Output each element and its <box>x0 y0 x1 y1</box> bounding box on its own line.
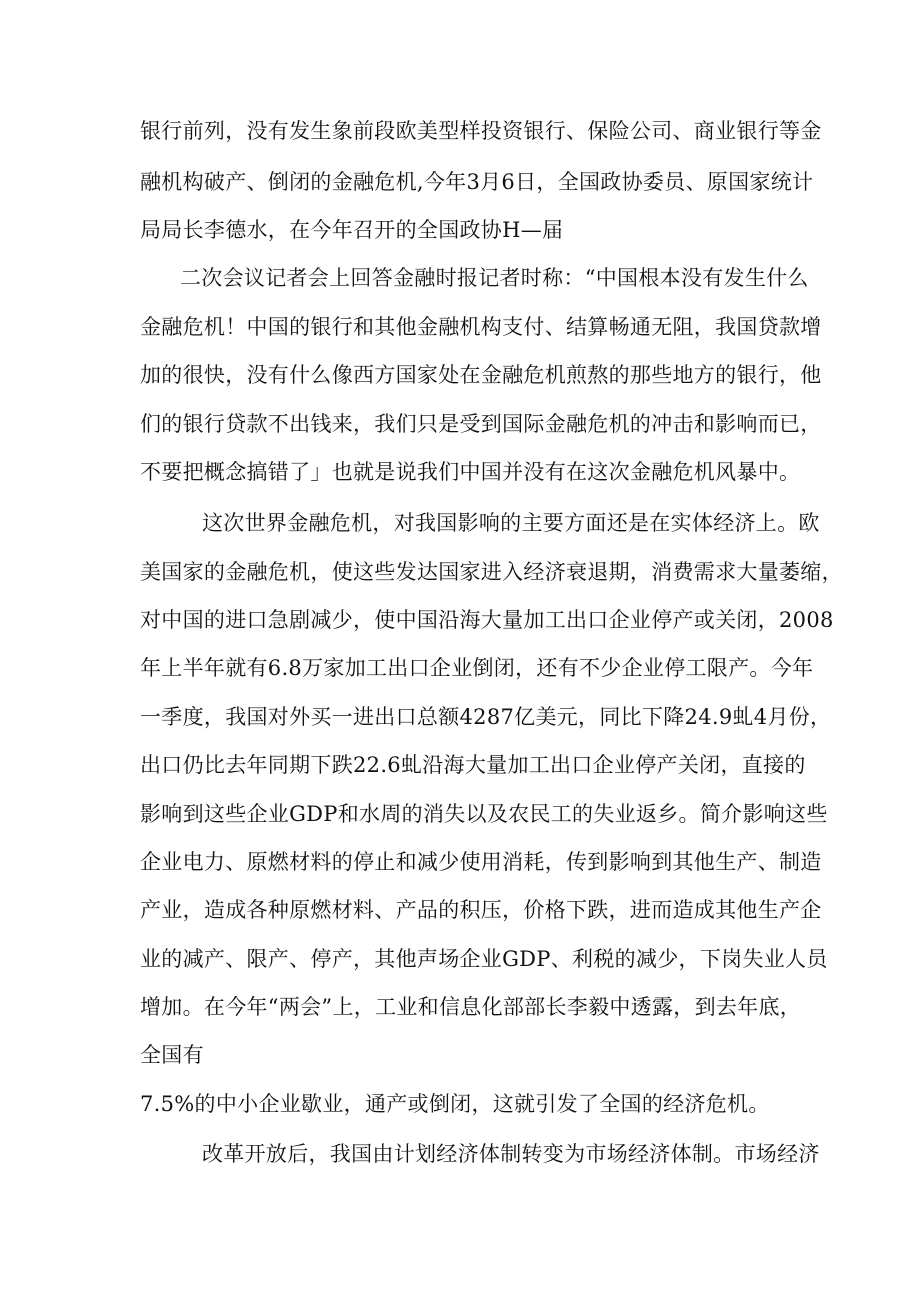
text-line-11: 对中国的进口急剧减少，使中国沿海大量加工出口企业停产或关闭，2008 <box>140 608 834 632</box>
text-line-17: 产业，造成各种原燃材料、产品的积压，价格下跌，进而造成其他生产企 <box>140 898 822 922</box>
text-line-4: 二次会议记者会上回答金融时报记者时称：“中国根本没有发生什么 <box>180 266 809 290</box>
text-line-10: 美国家的金融危机，使这些发达国家进入经济衰退期，消费需求大量萎缩， <box>140 560 843 584</box>
text-line-16: 企业电力、原燃材料的停止和减少使用消耗，传到影响到其他生产、制造 <box>140 850 822 874</box>
text-line-9: 这次世界金融危机，对我国影响的主要方面还是在实体经济上。欧 <box>202 511 820 535</box>
text-line-3: 局局长李德水，在今年召开的全国政协H—届 <box>140 218 564 242</box>
text-line-13: 一季度，我国对外买一进出口总额4287亿美元，同比下降24.9虬4月份， <box>140 705 832 729</box>
text-line-7: 们的银行贷款不出钱来，我们只是受到国际金融危机的冲击和影响而已， <box>140 412 822 436</box>
text-line-18: 业的减产、限产、停产，其他声场企业GDP、利税的减少，下岗失业人员 <box>140 947 828 971</box>
text-line-5: 金融危机！中国的银行和其他金融机构支付、结算畅通无阻，我国贷款增 <box>140 315 822 339</box>
text-line-6: 加的很快，没有什么像西方国家处在金融危机煎熬的那些地方的银行，他 <box>140 363 822 387</box>
text-line-1: 银行前列，没有发生象前段欧美型样投资银行、保险公司、商业银行等金 <box>140 119 822 143</box>
text-line-14: 出口仍比去年同期下跌22.6虬沿海大量加工出口企业停产关闭，直接的 <box>140 753 806 777</box>
text-line-2: 融机构破产、倒闭的金融危机,今年3月6日，全国政协委员、原国家统计 <box>140 170 814 194</box>
text-line-15: 影响到这些企业GDP和水周的消失以及农民工的失业返乡。简介影响这些 <box>140 802 828 826</box>
text-line-22: 改革开放后，我国由计划经济体制转变为市场经济体制。市场经济 <box>202 1142 820 1166</box>
text-line-19: 增加。在今年“两会”上，工业和信息化部部长李毅中透露，到去年底， <box>140 995 802 1019</box>
text-line-8: 不要把概念搞错了」也就是说我们中国并没有在这次金融危机风暴中。 <box>140 460 801 484</box>
text-line-12: 年上半年就有6.8万家加工出口企业倒闭，还有不少企业停工限产。今年 <box>140 656 814 680</box>
text-line-20: 全国有 <box>140 1043 204 1067</box>
text-line-21: 7.5%的中小企业歇业，通产或倒闭，这就引发了全国的经济危机。 <box>140 1092 770 1116</box>
